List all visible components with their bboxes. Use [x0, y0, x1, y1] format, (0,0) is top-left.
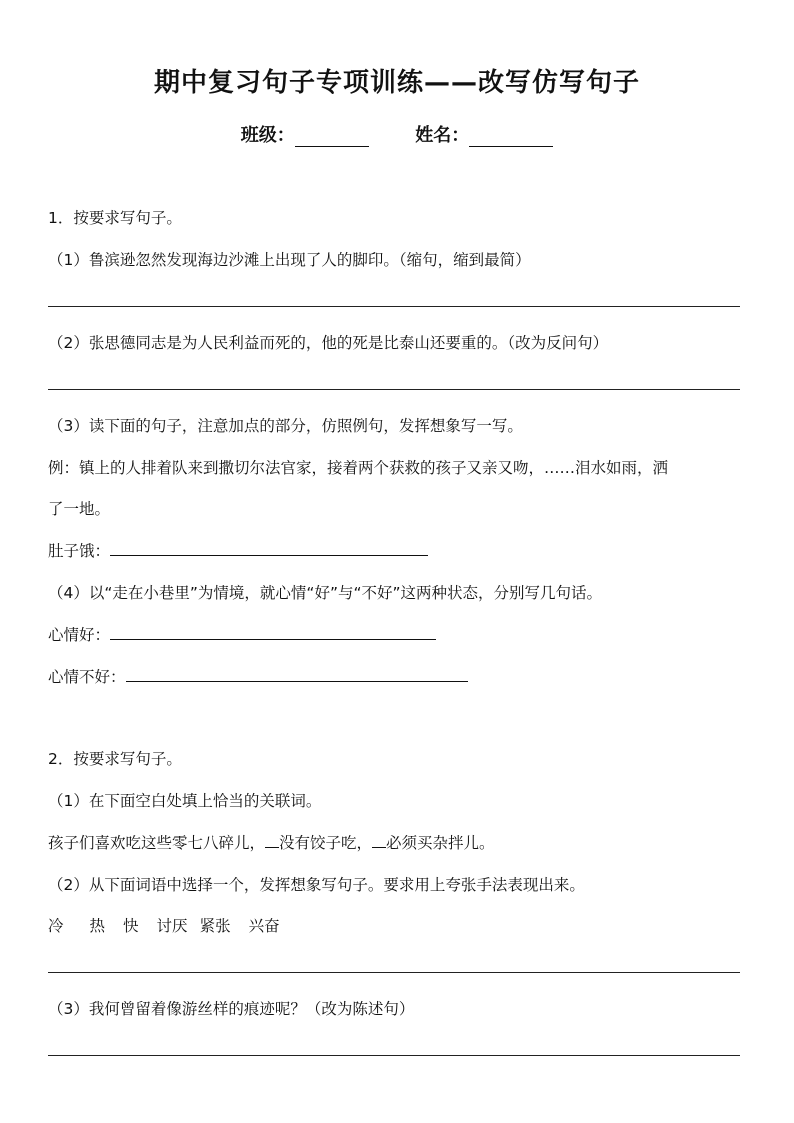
hungry-label: 肚子饿： — [48, 542, 111, 560]
page-title: 期中复习句子专项训练——改写仿写句子 — [153, 68, 640, 98]
answer-line-s2-q3[interactable] — [48, 1055, 740, 1056]
section1-q3: （3）读下面的句子，注意加点的部分，仿照例句，发挥想象写一写。 — [48, 417, 523, 435]
word-choices — [48, 914, 294, 936]
conjunction-blank-1[interactable] — [265, 832, 279, 848]
conjunction-sentence — [48, 831, 495, 853]
example-line-1: 例：镇上的人排着队来到撒切尔法官家，接着两个获救的孩子又亲又吻，……泪水如雨，洒 — [48, 459, 669, 477]
section1-q4: （4）以“走在小巷里”为情境，就心情“好”与“不好”这两种状态，分别写几句话。 — [48, 584, 603, 602]
class-label: 班级： — [240, 125, 295, 146]
word-choice: 紧张 — [199, 917, 231, 935]
word-choice: 热 — [89, 917, 106, 935]
word-choice: 冷 — [48, 917, 64, 935]
section1-heading: 1．按要求写句子。 — [48, 209, 182, 227]
good-mood-blank[interactable] — [110, 624, 436, 640]
class-blank[interactable] — [295, 128, 369, 147]
word-choice: 兴奋 — [248, 917, 280, 935]
section2-q2: （2）从下面词语中选择一个，发挥想象写句子。要求用上夸张手法表现出来。 — [48, 876, 585, 894]
sentence-part3: 必须买杂拌儿。 — [386, 834, 495, 852]
good-mood-row — [48, 623, 436, 645]
sentence-part2: 没有饺子吃， — [279, 834, 373, 852]
conjunction-blank-2[interactable] — [372, 832, 386, 848]
answer-line-s1-q1[interactable] — [48, 306, 740, 307]
bad-mood-blank[interactable] — [126, 666, 468, 682]
section2-heading: 2．按要求写句子。 — [48, 750, 182, 768]
bad-mood-row — [48, 665, 468, 687]
student-info-line — [0, 121, 794, 147]
section2-q1: （1）在下面空白处填上恰当的关联词。 — [48, 792, 322, 810]
section1-q2: （2）张思德同志是为人民利益而死的，他的死是比泰山还要重的。（改为反问句） — [48, 334, 609, 352]
good-mood-label: 心情好： — [48, 626, 111, 644]
answer-line-s1-q2[interactable] — [48, 389, 740, 390]
sentence-part1: 孩子们喜欢吃这些零七八碎儿， — [48, 834, 266, 852]
word-choice: 快 — [123, 917, 139, 935]
name-label: 姓名： — [415, 125, 470, 146]
name-blank[interactable] — [469, 128, 553, 147]
hungry-row — [48, 539, 428, 561]
bad-mood-label: 心情不好： — [48, 668, 126, 686]
section1-q1: （1）鲁滨逊忽然发现海边沙滩上出现了人的脚印。（缩句，缩到最简） — [48, 251, 531, 269]
section2-q3: （3）我何曾留着像游丝样的痕迹呢？（改为陈述句） — [48, 1000, 415, 1018]
word-choice: 讨厌 — [156, 917, 188, 935]
hungry-blank[interactable] — [110, 540, 428, 556]
answer-line-s2-q2[interactable] — [48, 972, 740, 973]
example-line-2: 了一地。 — [48, 500, 111, 518]
